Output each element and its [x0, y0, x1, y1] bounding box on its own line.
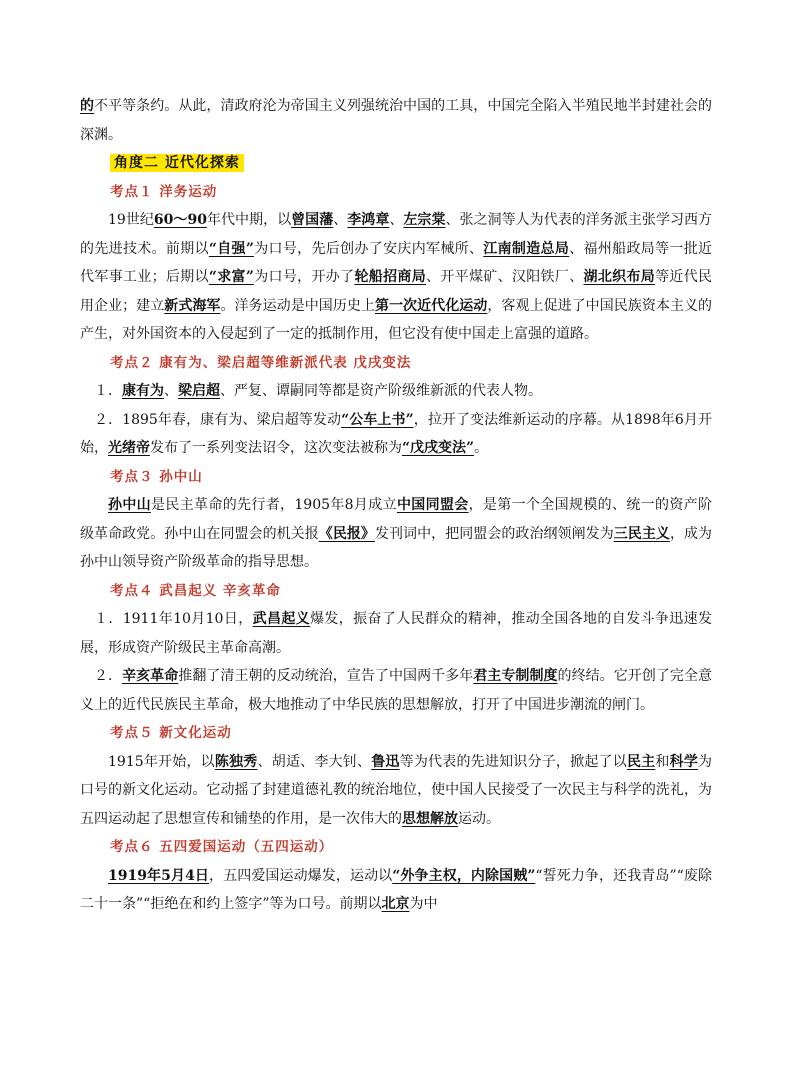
key-term: 中国同盟会	[396, 497, 469, 513]
key-term: 曾国藩	[291, 212, 334, 228]
key-term: 科学	[669, 753, 699, 770]
key-term: “求富”	[208, 269, 254, 285]
key-term: 的	[80, 98, 95, 114]
section-heading-3: 考点３ 孙中山	[110, 468, 203, 485]
key-term: 1919年5月4日	[108, 867, 210, 884]
section-5-paragraph: 1915年开始，以陈独秀、胡适、李大钊、鲁迅等为代表的先进知识分子，掀起了以民主和科学为口号的新文化运动。它动摇了封建道德礼教的统治地位，使中国人民接受了一次民主与科学的洗礼，为五四运动起了思想宣传和铺垫的作用，是一次伟大的思想解放运动。	[80, 753, 713, 827]
key-term: 江南制造总局	[483, 240, 570, 257]
key-term: “自强”	[208, 240, 254, 257]
key-term: 陈独秀	[214, 753, 258, 770]
key-term: 湖北织布局	[583, 269, 656, 285]
key-term: 鲁迅	[371, 753, 400, 770]
key-term: 第一次近代化运动	[374, 297, 488, 314]
section-1-paragraph: 19世纪60～90年代中期，以曾国藩、李鸿章、左宗棠、张之洞等人为代表的洋务派主张学习西方的先进技术。前期以“自强”为口号，先后创办了安庆内军械所、江南制造总局、福州船政局等一批近代军事工业；后期以“求富”为口号，开办了轮船招商局、开平煤矿、汉阳铁厂、湖北织布局等近代民用企业；建立新式海军。洋务运动是中国历史上第一次近代化运动，客观上促进了中国民族资本主义的产生，对外国资本的入侵起到了一定的抵制作用，但它没有使中国走上富强的道路。	[80, 212, 713, 342]
key-term: 思想解放	[402, 810, 458, 827]
key-term: 孙中山	[108, 497, 152, 513]
section-2-item-1: １．康有为、梁启超、严复、谭嗣同等都是资产阶级维新派的代表人物。	[94, 383, 542, 399]
angle-label: 角度二 近代化探索	[110, 154, 244, 172]
section-heading-6: 考点６ 五四爱国运动（五四运动）	[110, 839, 334, 855]
key-term: 辛亥革命	[122, 668, 179, 684]
key-term: “戊戌变法”	[402, 440, 475, 456]
document-page	[80, 92, 712, 919]
key-term: 武昌起义	[252, 611, 311, 627]
key-term: 北京	[381, 896, 410, 912]
key-term: 李鸿章	[347, 212, 390, 228]
key-term: 《民报》	[318, 525, 375, 542]
section-heading-2: 考点２ 康有为、梁启超等维新派代表 戊戌变法	[110, 354, 412, 371]
section-2-item-2: ２．1895年春，康有为、梁启超等发动“公车上书”，拉开了变法维新运动的序幕。从1898年6月开始，光绪帝发布了一系列变法诏令，这次变法被称为“戊戌变法”。	[80, 411, 712, 456]
key-term: “外争主权，内除国贼”	[392, 867, 536, 884]
section-heading-5: 考点５ 新文化运动	[110, 725, 232, 741]
key-term: 康有为	[122, 383, 164, 399]
key-term: 光绪帝	[108, 440, 150, 456]
section-heading-1: 考点１ 洋务运动	[110, 183, 218, 200]
key-term: 新式海军	[164, 297, 221, 314]
key-term: 轮船招商局	[354, 269, 427, 285]
section-3-paragraph: 孙中山是民主革命的先行者，1905年8月成立中国同盟会，是第一个全国规模的、统一的资产阶级革命政党。孙中山在同盟会的机关报《民报》发刊词中，把同盟会的政治纲领阐发为三民主义，成为孙中山领导资产阶级革命的指导思想。	[80, 497, 713, 570]
key-term: 民主	[626, 753, 656, 770]
key-term: 左宗棠	[403, 212, 446, 228]
section-4-item-2: ２．辛亥革命推翻了清王朝的反动统治，宣告了中国两千多年君主专制制度的终结。它开创了完全意义上的近代民族民主革命，极大地推动了中华民族的思想解放，打开了中国进步潮流的闸门。	[80, 668, 713, 713]
key-term: 君主专制制度	[473, 668, 558, 684]
key-term: 梁启超	[178, 383, 220, 399]
section-heading-4: 考点４ 武昌起义 辛亥革命	[110, 582, 281, 599]
section-4-item-1: １．1911年10月10日，武昌起义爆发，振奋了人民群众的精神，推动全国各地的自发斗争迅速发展，形成资产阶级民主革命高潮。	[80, 611, 713, 656]
intro-paragraph: 的不平等条约。从此，清政府沦为帝国主义列强统治中国的工具，中国完全陷入半殖民地半封建社会的深渊。	[80, 98, 712, 143]
key-term: 三民主义	[613, 525, 670, 542]
key-term: 60～90	[153, 212, 207, 228]
angle-heading	[80, 149, 712, 178]
key-term: “公车上书”	[341, 411, 414, 428]
section-6-paragraph: 1919年5月4日，五四爱国运动爆发，运动以“外争主权，内除国贼”“誓死力争，还我青岛”“废除二十一条”“拒绝在和约上签字”等为口号。前期以北京为中	[80, 867, 713, 912]
